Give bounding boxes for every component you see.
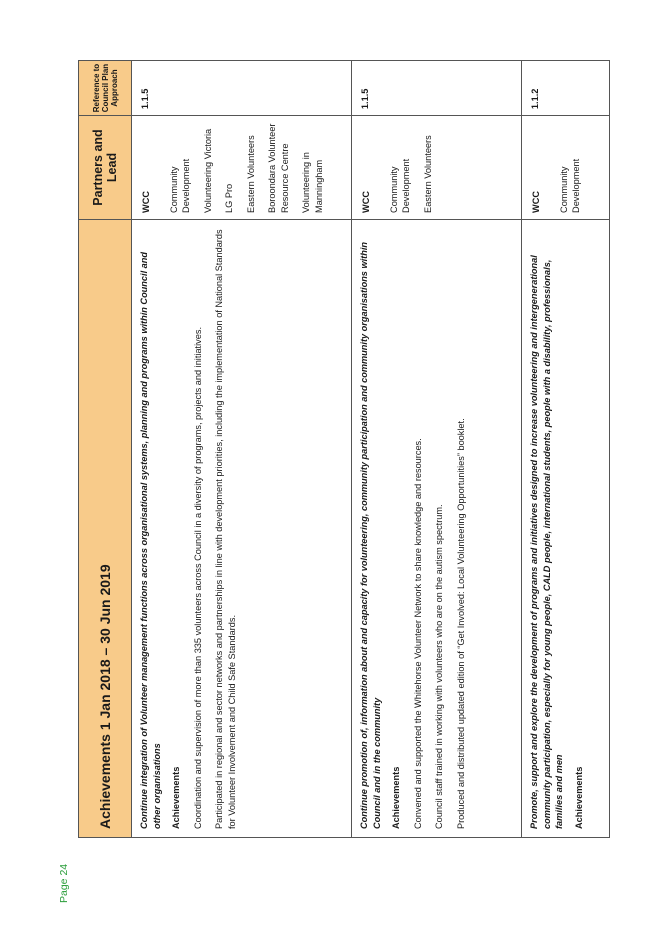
partner-item: Volunteering in Manningham: [301, 152, 324, 213]
table-row: [132, 61, 352, 838]
achievements-cell: [522, 219, 610, 837]
reference-cell: 1.1.2: [522, 61, 610, 116]
header-achievements: Achievements 1 Jan 2018 – 30 Jun 2019: [79, 219, 132, 837]
achievement-item: Coordination and supervision of more than 335 volunteers across Council in a diversity of programs, projects and initiatives.: [192, 327, 203, 829]
reference-cell: 1.1.5: [132, 61, 352, 116]
page-number-text: Page 24: [58, 863, 70, 903]
partners-cell: [522, 116, 610, 220]
page-number: [58, 843, 78, 903]
partner-item: Boroondara Volunteer Resource Centre: [267, 123, 290, 213]
achievements-label: Achievements: [573, 766, 584, 829]
table-row: [522, 61, 610, 838]
achievement-item: Produced and distributed updated edition of “Get Involved: Local Volunteering Opportunities” booklet.: [455, 418, 466, 829]
partner-item: Volunteering Victoria: [202, 128, 213, 213]
partner-lead: WCC: [141, 190, 151, 213]
achievements-cell: [352, 219, 522, 837]
partner-item: Community Development: [388, 158, 411, 213]
partner-item: Community Development: [558, 158, 581, 213]
rotated-table-page: [78, 60, 598, 838]
partner-item: Community Development: [168, 158, 191, 213]
partner-item: Eastern Volunteers: [245, 135, 256, 213]
achievement-item: Council staff trained in working with volunteers who are on the autism spectrum.: [434, 504, 444, 829]
reference-cell: 1.1.5: [352, 61, 522, 116]
goal-text: Continue integration of Volunteer management functions across organisational systems, planning and programs within Council and other organisations: [139, 251, 162, 829]
achievement-item: Convened and supported the Whitehorse Volunteer Network to share knowledge and resources.: [412, 438, 423, 829]
goal-text: Promote, support and explore the development of programs and initiatives designed to increase volunteering and intergenerational community participation, especially for young people, CALD people, international students, people with a disability, professionals, families and men: [529, 255, 564, 829]
achievements-label: Achievements: [171, 766, 181, 829]
achievements-cell: [132, 219, 352, 837]
header-partners: Partners and Lead: [79, 116, 132, 220]
achievement-item: Participated in regional and sector networks and partnerships in line with development priorities, including the implementation of National Standards for Volunteer Involvement and Child Safe Standards.: [214, 229, 237, 829]
partner-item: Eastern Volunteers: [422, 135, 433, 213]
partner-lead: WCC: [361, 190, 371, 213]
partner-item: LG Pro: [224, 183, 234, 213]
header-reference: Reference to Council Plan Approach: [79, 61, 132, 116]
partners-cell: [352, 116, 522, 220]
partners-cell: [132, 116, 352, 220]
goal-text: Continue promotion of, information about and capacity for volunteering, community participation and community organisations within Council and in the community: [359, 242, 382, 829]
table-header-row: [79, 61, 132, 838]
partner-lead: WCC: [531, 190, 541, 213]
achievements-table: [78, 60, 610, 838]
achievements-label: Achievements: [391, 766, 401, 829]
table-row: [352, 61, 522, 838]
